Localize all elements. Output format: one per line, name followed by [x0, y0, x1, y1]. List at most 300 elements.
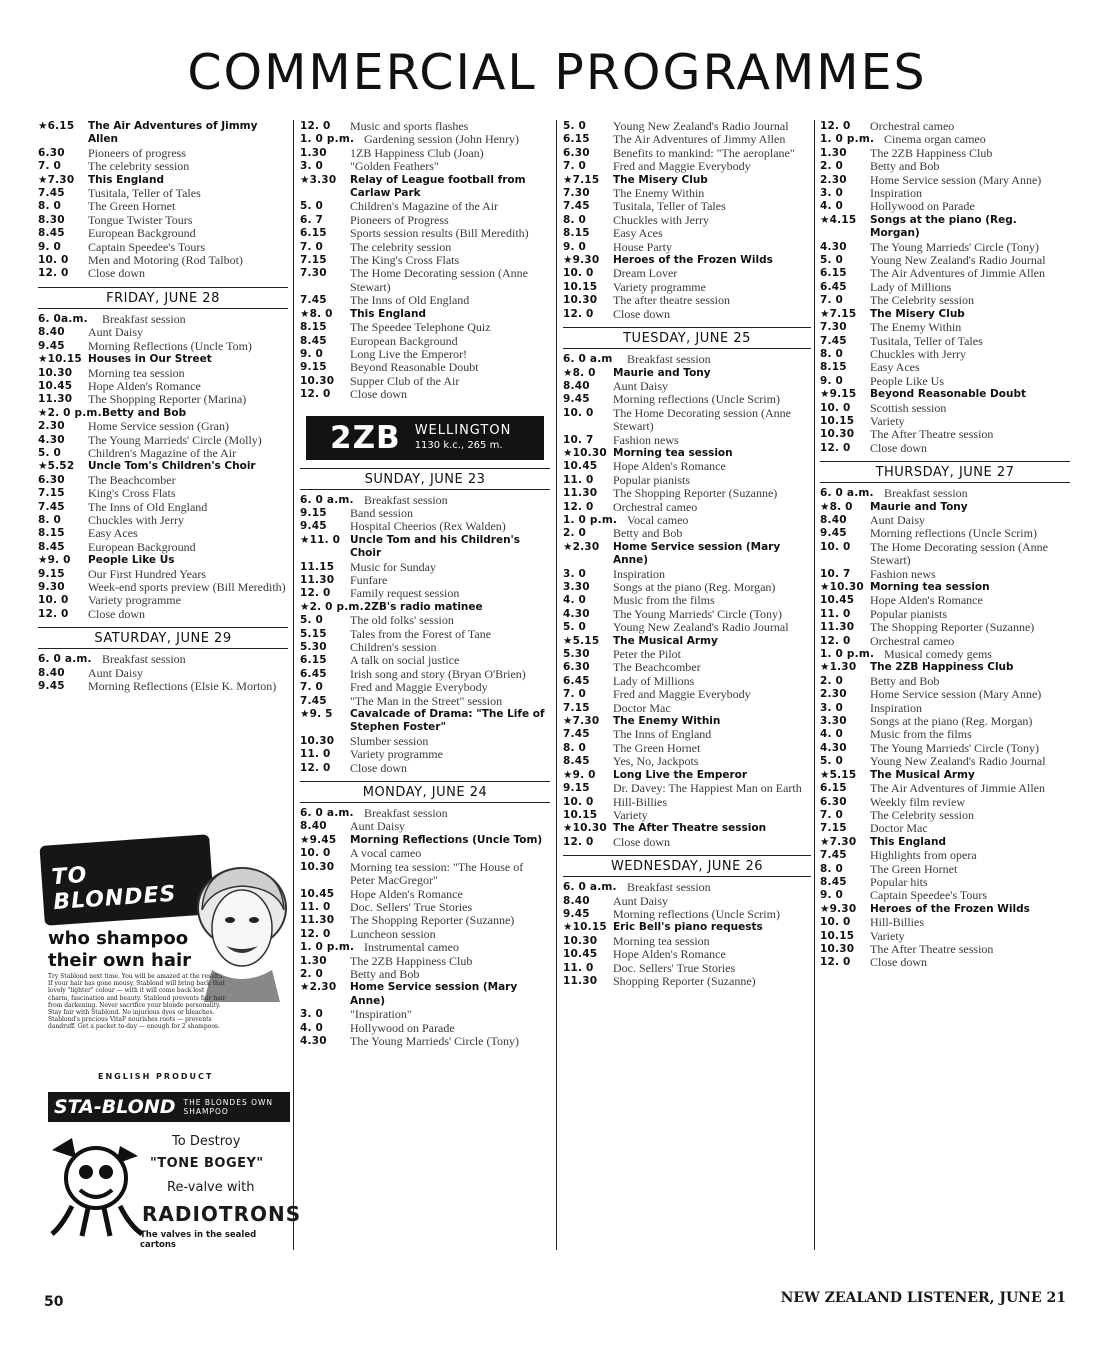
programme-time: 10.30: [563, 934, 598, 947]
programme-title: Breakfast session: [884, 486, 968, 501]
programme-time: 9.15: [300, 506, 327, 519]
programme-time: 5. 0: [563, 120, 587, 132]
programme-title: The Air Adventures of Jimmy Allen: [88, 120, 258, 146]
programme-title: Home Service session (Mary Anne): [350, 981, 518, 1007]
programme-time: 9.15: [563, 782, 590, 795]
programme-time: 5. 0: [820, 755, 844, 768]
programme-time: 6.30: [563, 661, 590, 674]
programme-title: European Background: [350, 333, 458, 348]
ad-brand-tag-line-1: THE BLONDES OWN: [183, 1098, 274, 1107]
programme-title: Long Live the Emperor: [613, 768, 748, 781]
programme-entry: [820, 916, 1070, 929]
programme-time: 10.30: [300, 374, 335, 387]
programme-entry: [38, 541, 288, 554]
radiotrons-line-2: "TONE BOGEY": [150, 1156, 264, 1171]
programme-time: 6. 0a.m.: [38, 312, 88, 325]
programme-time: 10.30: [300, 860, 335, 873]
ad-banner-text: TO BLONDES: [50, 862, 178, 916]
programme-title: The Young Marrieds' Circle (Tony): [870, 740, 1039, 755]
programme-time: 11. 0: [820, 607, 851, 620]
programme-time: 1. 0 p.m.: [820, 133, 875, 146]
programme-entry: [563, 962, 811, 975]
programme-entry: [563, 594, 811, 607]
programme-title: The Beachcomber: [88, 472, 176, 487]
programme-time: 10. 0: [820, 540, 851, 553]
programme-entry: [563, 948, 811, 961]
programme-entry: [300, 928, 550, 941]
programme-title: Hill-Billies: [613, 794, 667, 809]
programme-time: 12. 0: [300, 587, 331, 600]
programme-title: Long Live the Emperor!: [350, 346, 467, 361]
programme-title: Close down: [613, 306, 670, 321]
programme-time: 9.45: [563, 907, 590, 920]
programme-time: 6.15: [563, 133, 590, 146]
programme-time: 8. 0: [563, 741, 587, 754]
programme-entry: [563, 661, 811, 674]
programme-time: 8.40: [38, 326, 65, 339]
programme-title: The Inns of Old England: [88, 499, 208, 514]
programme-entry: [300, 820, 550, 833]
programme-time: 1. 0 p.m.: [820, 648, 875, 661]
programme-entry: [820, 568, 1070, 581]
programme-entry: [563, 514, 811, 527]
programme-time: 2. 0: [563, 527, 587, 540]
programme-entry: [38, 407, 288, 420]
programme-time: 11.30: [300, 914, 335, 927]
programme-title: The Celebrity session: [870, 807, 974, 822]
programme-time: 3.30: [820, 715, 847, 728]
programme-entry: [300, 1008, 550, 1021]
programme-entry: [820, 487, 1070, 500]
programme-title: Orchestral cameo: [870, 120, 955, 133]
programme-entry: [300, 762, 550, 775]
programme-entry: [820, 514, 1070, 527]
programme-title: Children's session: [350, 640, 437, 654]
programme-time: 4. 0: [820, 200, 844, 213]
programme-time: ★2. 0 p.m.: [300, 600, 364, 613]
programme-title: The Shopping Reporter (Suzanne): [613, 486, 778, 501]
programme-time: 12. 0: [820, 956, 851, 969]
programme-entry: [820, 428, 1070, 441]
programme-title: Home Service session (Mary Anne): [870, 172, 1042, 187]
programme-time: 6. 0 a.m: [563, 353, 613, 366]
programme-time: ★9. 0: [563, 768, 596, 781]
programme-time: ★4.15: [820, 213, 857, 226]
programme-entry: [38, 447, 288, 460]
programme-title: Betty and Bob: [870, 673, 940, 688]
programme-title: Fred and Maggie Everybody: [613, 159, 751, 174]
programme-entry: [38, 120, 288, 147]
programme-title: Peter the Pilot: [613, 647, 681, 662]
programme-entry: [300, 267, 550, 294]
programme-title: Home Service session (Gran): [88, 419, 229, 434]
programme-time: 7. 0: [563, 160, 587, 173]
programme-title: Music from the films: [870, 727, 972, 742]
programme-time: 7.45: [300, 694, 327, 707]
programme-entry: [563, 796, 811, 809]
programme-entry: [563, 187, 811, 200]
programme-entry: [38, 340, 288, 353]
programme-title: The Young Marrieds' Circle (Molly): [88, 432, 262, 447]
programme-entry: [300, 214, 550, 227]
schedule-list: [38, 120, 288, 281]
programme-entry: [820, 755, 1070, 768]
programme-title: The celebrity session: [350, 239, 452, 254]
ad-headline-line-1: who shampoo: [48, 928, 189, 949]
programme-time: 11.15: [300, 560, 335, 573]
programme-title: "Inspiration": [350, 1007, 412, 1022]
programme-entry: [563, 581, 811, 594]
programme-entry: [820, 822, 1070, 835]
programme-title: Hope Alden's Romance: [870, 593, 983, 608]
programme-entry: [820, 661, 1070, 674]
programme-title: Popular pianists: [613, 472, 690, 487]
programme-entry: [38, 380, 288, 393]
programme-entry: [300, 914, 550, 927]
programme-time: 9.45: [820, 527, 847, 540]
programme-title: The Misery Club: [613, 173, 708, 186]
programme-time: ★10.30: [820, 581, 864, 593]
programme-title: Close down: [870, 440, 927, 455]
programme-entry: [300, 861, 550, 888]
programme-title: The 2ZB Happiness Club: [350, 953, 473, 968]
programme-title: Hope Alden's Romance: [350, 886, 463, 901]
programme-entry: [563, 809, 811, 822]
programme-time: 6. 0 a.m.: [300, 807, 354, 820]
programme-entry: [38, 568, 288, 581]
programme-time: ★9.30: [820, 902, 857, 915]
programme-entry: [820, 321, 1070, 334]
programme-time: 10. 7: [820, 567, 851, 580]
programme-entry: [38, 393, 288, 406]
programme-title: Scottish session: [870, 400, 947, 415]
programme-entry: [300, 200, 550, 213]
programme-title: Variety: [870, 413, 905, 428]
programme-entry: [820, 728, 1070, 741]
programme-entry: [563, 294, 811, 307]
programme-entry: [563, 836, 811, 849]
programme-title: The after theatre session: [613, 293, 730, 308]
programme-title: Heroes of the Frozen Wilds: [870, 902, 1030, 915]
programme-title: Morning tea session: [870, 581, 990, 593]
programme-title: A talk on social justice: [350, 653, 460, 668]
programme-time: 6.15: [820, 267, 847, 280]
programme-title: Young New Zealand's Radio Journal: [613, 120, 789, 133]
programme-entry: [563, 133, 811, 146]
programme-time: 10.45: [563, 460, 598, 473]
programme-entry: [38, 420, 288, 433]
programme-time: 6.15: [300, 654, 327, 667]
programme-entry: [820, 348, 1070, 361]
programme-entry: [38, 501, 288, 514]
programme-time: 4.30: [300, 1034, 327, 1047]
programme-time: 7.15: [820, 822, 847, 835]
ad-brand-tag-line-2: SHAMPOO: [183, 1107, 229, 1116]
programme-title: Doctor Mac: [613, 700, 671, 715]
programme-title: Young New Zealand's Radio Journal: [870, 253, 1046, 268]
programme-title: Funfare: [350, 572, 388, 587]
programme-title: 2ZB's radio matinee: [364, 600, 483, 613]
programme-time: ★5.52: [38, 460, 75, 473]
programme-time: 5. 0: [38, 446, 62, 459]
programme-title: Sports session results (Bill Meredith): [350, 226, 529, 241]
programme-time: 7.45: [820, 334, 847, 347]
programme-time: 4. 0: [563, 594, 587, 607]
programme-title: Benefits to mankind: "The aeroplane": [613, 145, 795, 160]
station-banner: [306, 416, 544, 460]
station-frequency: 1130 k.c., 265 m.: [414, 439, 503, 451]
programme-time: 2.30: [820, 688, 847, 701]
programme-time: ★6.15: [38, 120, 75, 132]
programme-title: Orchestral cameo: [613, 499, 698, 514]
programme-time: 12. 0: [820, 634, 851, 647]
programme-entry: [820, 608, 1070, 621]
programme-title: Captain Speedee's Tours: [88, 239, 206, 254]
programme-entry: [563, 174, 811, 187]
programme-title: Betty and Bob: [350, 966, 420, 981]
programme-time: 10. 0: [820, 401, 851, 414]
programme-entry: [563, 281, 811, 294]
programme-time: 8. 0: [820, 347, 844, 360]
programme-time: 7. 0: [300, 681, 324, 694]
schedule-list: [300, 494, 550, 776]
programme-title: The old folks' session: [350, 613, 454, 628]
programme-entry: [820, 594, 1070, 607]
programme-title: The Enemy Within: [613, 186, 705, 201]
programme-time: 10.45: [300, 887, 335, 900]
programme-time: 8.30: [38, 213, 65, 226]
programme-entry: [300, 901, 550, 914]
stablond-logo: [48, 1092, 290, 1122]
programme-entry: [820, 635, 1070, 648]
programme-time: 7.45: [563, 728, 590, 741]
programme-entry: [563, 822, 811, 835]
programme-time: 7.30: [563, 187, 590, 200]
programme-entry: [300, 708, 550, 735]
programme-time: 1.30: [300, 954, 327, 967]
programme-entry: [300, 1022, 550, 1035]
programme-entry: [38, 680, 288, 693]
programme-time: 7.45: [563, 200, 590, 213]
programme-title: Easy Aces: [88, 526, 138, 541]
programme-time: 1.30: [820, 146, 847, 159]
programme-time: 12. 0: [300, 120, 331, 132]
programme-time: 9. 0: [563, 240, 587, 253]
programme-entry: [820, 943, 1070, 956]
programme-entry: [38, 227, 288, 240]
programme-title: Songs at the piano (Reg. Morgan): [870, 213, 1017, 240]
programme-time: 5.30: [563, 648, 590, 661]
programme-title: Hope Alden's Romance: [88, 378, 201, 393]
programme-time: 8.45: [820, 875, 847, 888]
programme-title: The After Theatre session: [870, 941, 994, 956]
programme-title: Children's Magazine of the Air: [350, 199, 499, 214]
column-4: [820, 120, 1070, 1250]
programme-title: Dr. Davey: The Happiest Man on Earth: [613, 781, 802, 796]
programme-title: Doc. Sellers' True Stories: [613, 960, 736, 975]
programme-entry: [300, 335, 550, 348]
programme-entry: [820, 836, 1070, 849]
programme-time: 8.40: [820, 513, 847, 526]
programme-title: The Air Adventures of Jimmie Allen: [870, 266, 1045, 281]
programme-time: ★5.15: [563, 634, 600, 647]
programme-entry: [563, 908, 811, 921]
programme-title: The After Theatre session: [613, 822, 767, 835]
programme-title: The After Theatre session: [870, 427, 994, 442]
programme-title: Lady of Millions: [870, 279, 952, 294]
programme-time: ★2.30: [563, 540, 600, 553]
programme-entry: [38, 594, 288, 607]
programme-time: ★7.30: [38, 173, 75, 186]
programme-time: 7.45: [38, 500, 65, 513]
programme-time: 2. 0: [820, 160, 844, 173]
programme-title: The Home Decorating session (Anne Stewart): [613, 405, 791, 434]
programme-time: 9.45: [563, 393, 590, 406]
programme-time: 9.45: [300, 520, 327, 533]
programme-title: Doctor Mac: [870, 821, 928, 836]
programme-title: Luncheon session: [350, 926, 436, 941]
programme-time: 10. 0: [300, 847, 331, 860]
programme-title: Highlights from opera: [870, 848, 977, 863]
programme-entry: [300, 981, 550, 1008]
programme-title: Morning Reflections (Elsie K. Morton): [88, 679, 277, 694]
programme-entry: [820, 715, 1070, 728]
programme-title: The Green Hornet: [88, 199, 176, 214]
programme-entry: [38, 254, 288, 267]
programme-entry: [300, 520, 550, 533]
tone-bogey-illustration: [42, 1130, 152, 1240]
programme-entry: [38, 581, 288, 594]
programme-title: Close down: [350, 760, 407, 775]
programme-title: The Misery Club: [870, 307, 965, 320]
ad-product-origin: ENGLISH PRODUCT: [98, 1072, 214, 1081]
programme-title: The Shopping Reporter (Suzanne): [870, 620, 1035, 635]
programme-entry: [820, 281, 1070, 294]
programme-time: 4.30: [563, 607, 590, 620]
radiotrons-tagline: The valves in the sealed cartons: [140, 1230, 257, 1250]
programme-title: Home Service session (Mary Anne): [870, 687, 1042, 702]
programme-time: 10. 0: [563, 795, 594, 808]
programme-time: 4.30: [38, 433, 65, 446]
programme-title: Aunt Daisy: [613, 893, 668, 908]
programme-entry: [300, 654, 550, 667]
programme-entry: [300, 388, 550, 401]
programme-time: 6.30: [38, 473, 65, 486]
programme-entry: [563, 241, 811, 254]
programme-time: ★9. 0: [38, 554, 71, 567]
programme-time: 6.15: [820, 782, 847, 795]
programme-entry: [300, 254, 550, 267]
programme-time: 5. 0: [563, 621, 587, 634]
programme-entry: [300, 174, 550, 201]
programme-title: Week-end sports preview (Bill Meredith): [88, 580, 286, 594]
column-2: [300, 120, 550, 1250]
programme-entry: [563, 227, 811, 240]
programme-title: Songs at the piano (Reg. Morgan): [870, 714, 1033, 729]
programme-entry: [38, 667, 288, 680]
programme-time: 7.45: [38, 187, 65, 200]
programme-title: Eric Bell's piano requests: [613, 921, 763, 934]
programme-title: Variety programme: [88, 593, 181, 608]
programme-title: The Speedee Telephone Quiz: [350, 320, 491, 335]
programme-entry: [38, 200, 288, 213]
programme-title: Easy Aces: [870, 360, 920, 375]
programme-time: 6. 0 a.m.: [820, 487, 874, 500]
programme-entry: [300, 321, 550, 334]
programme-time: ★2.30: [300, 981, 337, 994]
programme-time: 8. 0: [820, 862, 844, 875]
programme-time: 6.30: [820, 795, 847, 808]
ad-body-text: Try Stablond next time. You will be amazed at the results. If your hair has gone mousy, Stablond will bring back that lovely "lighter" colour — with it will come back lost charm, fascination and beauty. Stablond prevents fair hair from darkening. Never sacrifice your blonde personality. Stay fair with Stablond. No injurious dyes or bleaches. Stablond's precious VitaF nourishes roots — prevents dandruff. Get a packet to-day — enough for 2 shampoos.: [48, 973, 226, 1031]
programme-entry: [820, 930, 1070, 943]
programme-entry: [820, 688, 1070, 701]
programme-entry: [820, 581, 1070, 594]
programme-entry: [563, 635, 811, 648]
programme-entry: [38, 353, 288, 366]
programme-time: 11.30: [38, 393, 73, 406]
programme-time: 3. 0: [300, 1008, 324, 1021]
programme-entry: [820, 742, 1070, 755]
programme-entry: [820, 267, 1070, 280]
programme-time: ★9.45: [300, 833, 337, 846]
programme-title: Breakfast session: [627, 880, 711, 895]
programme-time: ★10.15: [38, 353, 82, 366]
programme-entry: [820, 375, 1070, 388]
programme-entry: [38, 487, 288, 500]
programme-time: 5. 0: [300, 200, 324, 213]
programme-time: 8.45: [563, 755, 590, 768]
programme-title: The Green Hornet: [870, 861, 958, 876]
programme-title: Beyond Reasonable Doubt: [350, 360, 479, 375]
programme-time: 4.30: [820, 240, 847, 253]
programme-time: ★8. 0: [563, 366, 596, 379]
programme-title: King's Cross Flats: [88, 486, 176, 501]
programme-entry: [563, 367, 811, 380]
programme-title: Tusitala, Teller of Tales: [88, 186, 201, 201]
programme-time: 6. 0 a.m.: [300, 493, 354, 506]
programme-entry: [38, 653, 288, 666]
programme-title: Music and sports flashes: [350, 120, 469, 133]
programme-time: 3. 0: [563, 567, 587, 580]
programme-time: 10.45: [563, 948, 598, 961]
programme-title: Pioneers of progress: [88, 145, 186, 160]
programme-entry: [563, 728, 811, 741]
programme-time: 7. 0: [820, 808, 844, 821]
programme-title: Aunt Daisy: [88, 325, 143, 340]
programme-title: Beyond Reasonable Doubt: [870, 388, 1026, 401]
programme-title: Fred and Maggie Everybody: [350, 680, 488, 695]
programme-time: 10. 0: [38, 594, 69, 607]
programme-entry: [300, 601, 550, 614]
programme-time: 7.15: [563, 701, 590, 714]
radiotrons-line-1: To Destroy: [172, 1134, 241, 1149]
programme-time: 8.40: [563, 894, 590, 907]
programme-entry: [820, 402, 1070, 415]
schedule-list: [820, 120, 1070, 455]
programme-entry: [820, 415, 1070, 428]
programme-time: 10.30: [563, 294, 598, 307]
programme-time: 9.15: [300, 361, 327, 374]
programme-entry: [820, 442, 1070, 455]
programme-entry: [38, 187, 288, 200]
advertisement: [42, 840, 302, 1250]
programme-time: 10. 0: [38, 254, 69, 267]
programme-title: 1ZB Happiness Club (Joan): [350, 145, 484, 160]
programme-entry: [820, 174, 1070, 187]
day-heading-wednesday: WEDNESDAY, JUNE 26: [563, 855, 811, 877]
day-heading-sunday: SUNDAY, JUNE 23: [300, 468, 550, 490]
programme-title: Chuckles with Jerry: [88, 512, 184, 527]
